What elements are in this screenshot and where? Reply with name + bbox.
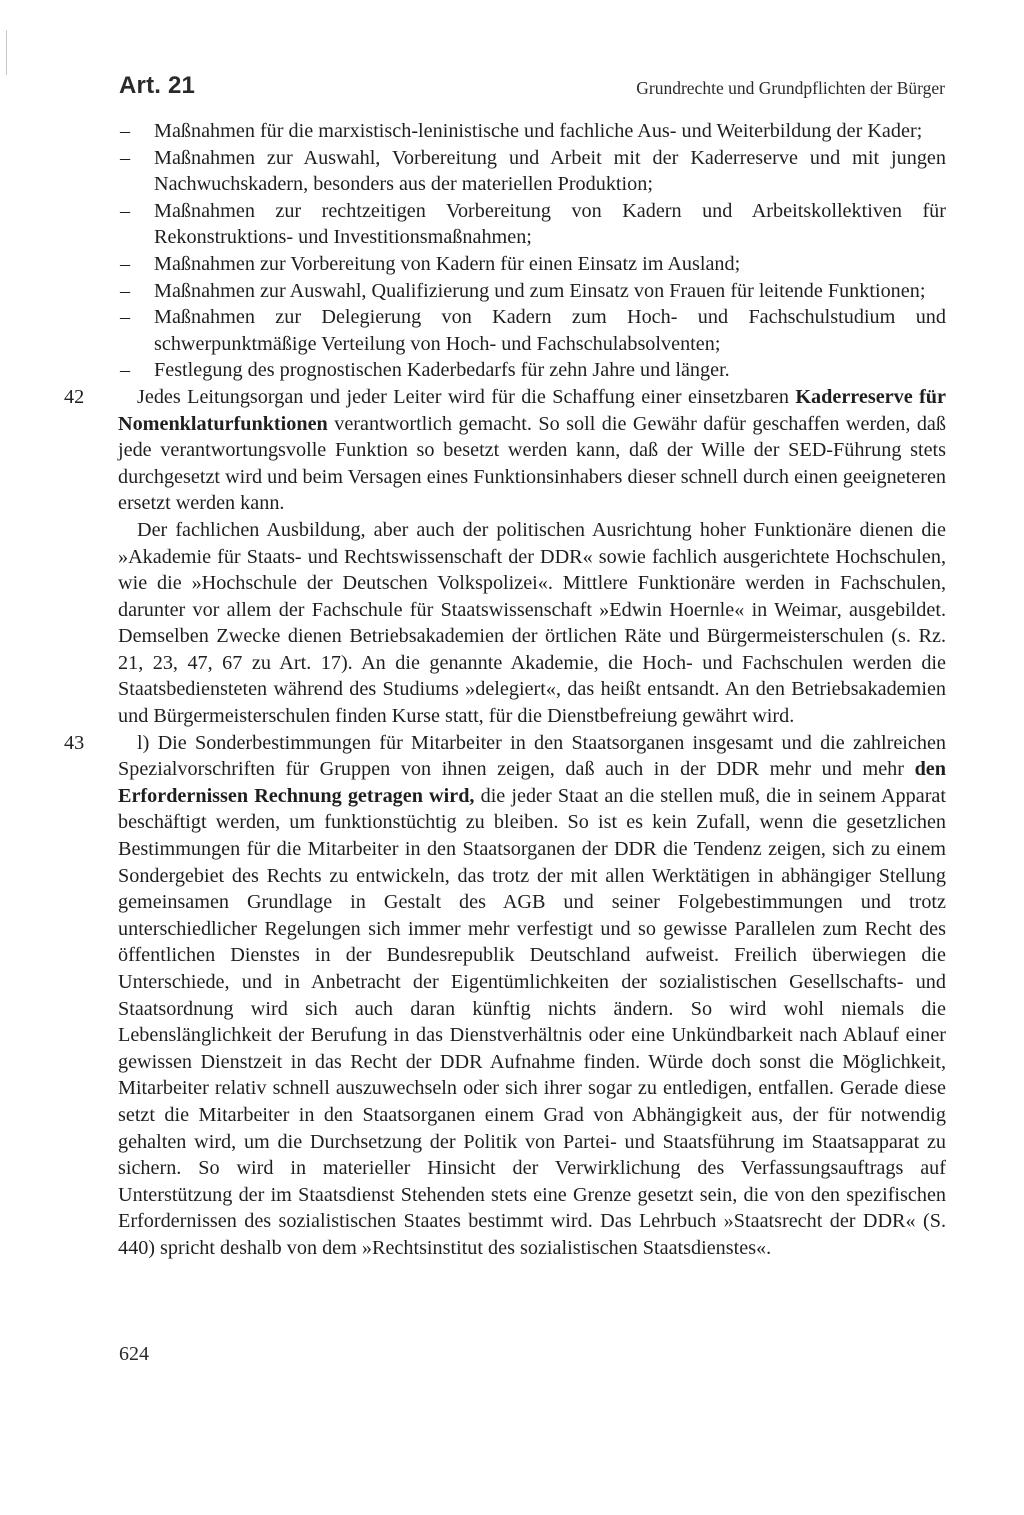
dash-bullet: – [120, 146, 131, 169]
paragraph-43 [64, 730, 946, 1262]
list-item-text: Maßnahmen zur Delegierung von Kadern zum Hoch- und Fachschulstudium und schwerpunktmäßige Verteilung von Hoch- und Fachschulabsolventen; [154, 306, 946, 355]
list-item [118, 145, 946, 198]
list-item [118, 118, 946, 145]
paragraph-text: Der fachlichen Ausbildung, aber auch der politischen Ausrichtung hoher Funktionäre dienen die »Akademie für Staats- und Rechtswissenschaft der DDR« sowie fachlich ausgerichtete Hochschulen, wie die »Hochschule der Deutschen Volkspolizei«. Mittlere Funktionäre werden in Fachschulen, darunter vor allem der Fachschule für Staatswissenschaft »Edwin Hoernle« in Weimar, ausgebildet. Demselben Zwecke dienen Betriebsakademien der örtlichen Räte und Bürgermeisterschulen (s. Rz. 21, 23, 47, 67 zu Art. 17). An die genannte Akademie, die Hoch- und Fachschulen werden die Staatsbediensteten während des Studiums »delegiert«, das heißt entsandt. An den Betriebsakademien und Bürgermeisterschulen finden Kurse statt, für die Dienstbefreiung gewährt wird. [118, 518, 946, 728]
text-run: verantwortlich gemacht. So soll die Gewähr dafür geschaffen werden, daß jede verantwortungsvolle Funktion so besetzt werden kann, daß der Wille der SED-Führung stets durchgesetzt wird und beim Versagen eines Funktionsinhabers dieser schnell durch einen geeigneteren ersetzt werden kann. [118, 412, 946, 515]
list-item-text: Festlegung des prognostischen Kaderbedarfs für zehn Jahre und länger. [154, 359, 730, 382]
list-item-text: Maßnahmen zur Auswahl, Qualifizierung und zum Einsatz von Frauen für leitende Funktionen; [154, 279, 926, 302]
emphasis-text: den Erfordernissen Rechnung getragen wird, [118, 758, 946, 807]
paragraph-42 [64, 384, 946, 517]
list-item [118, 357, 946, 384]
paragraph-text [118, 730, 946, 1262]
dash-bullet: – [120, 120, 131, 142]
list-item-text: Maßnahmen zur Auswahl, Vorbereitung und Arbeit mit der Kaderreserve und mit jungen Nachwuchskadern, besonders aus der materiellen Produktion; [154, 146, 946, 196]
list-item [118, 198, 946, 251]
dash-bullet: – [120, 252, 131, 275]
text-run: die jeder Staat an die stellen muß, die in seinem Apparat beschäftigt werden, um funktionstüchtig zu bleiben. So ist es kein Zufall, wenn die gesetzlichen Bestimmungen für die Mitarbeiter in den Staatsorganen der DDR die Tendenz zeigen, sich zu einem Sondergebiet des Rechts zu entwickeln, das trotz der mit allen Werktätigen in abhängiger Stellung gemeinsamen Grundlage in Gestalt des AGB und seiner Folgebestimmungen und trotz unterschiedlicher Regelungen sich immer mehr verfestigt und so gewisse Parallelen zum Recht des öffentlichen Dienstes in der Bundesrepublik Deutschland aufweist. Freilich überwiegen die Unterschiede, und in Anbetracht der Eigentümlichkeiten der sozialistischen Gesellschafts- und Staatsordnung wird sich auch daran künftig nichts ändern. So wird wohl niemals die Lebenslänglichkeit der Berufung in das Dienstverhältnis oder eine Unkündbarkeit nach Ablauf einer gewissen Dienstzeit in das Recht der DDR Aufnahme finden. Würde doch sonst die Möglichkeit, Mitarbeiter relativ schnell auszuwechseln oder sich ihrer sogar zu entledigen, entfallen. Gerade diese setzt die Mitarbeiter in den Staatsorganen einem Grad von Abhängigkeit aus, der für notwendig gehalten wird, um die Durchsetzung der Politik von Partei- und Staatsführung im Staatsapparat zu sichern. So wird in materieller Hinsicht der Verwirklichung des Verfassungsauftrags auf Unterstützung der im Staatsdienst Stehenden stets eine Grenze gesetzt sein, die von den spezifischen Erfordernissen des sozialistischen Staates bestimmt wird. Das Lehrbuch »Staatsrecht der DDR« (S. 440) spricht deshalb von dem »Rechtsinstitut des sozialistischen Staatsdienstes«. [118, 784, 946, 1259]
page-number: 624 [119, 1343, 149, 1365]
list-item [118, 251, 946, 278]
dash-bullet: – [120, 199, 131, 222]
emphasis-text: Kaderreserve für Nomenklaturfunktionen [118, 385, 946, 435]
scan-margin-line [6, 30, 7, 75]
dash-bullet: – [120, 359, 131, 382]
page-body [64, 118, 946, 1262]
list-item-text: Maßnahmen für die marxistisch-leninistische und fachliche Aus- und Weiterbildung der Kader; [154, 120, 923, 142]
margin-number: 42 [64, 385, 85, 408]
margin-number: 43 [64, 731, 85, 754]
measures-list [118, 118, 946, 384]
dash-bullet: – [120, 279, 131, 302]
text-run: Jedes Leitungsorgan und jeder Leiter wird für die Schaffung einer einsetzbaren [137, 385, 796, 408]
dash-bullet: – [120, 306, 131, 329]
text-run: l) Die Sonderbestimmungen für Mitarbeiter in den Staatsorganen insgesamt und die zahlreichen Spezialvorschriften für Gruppen von ihnen zeigen, daß auch in der DDR mehr und mehr [118, 731, 946, 781]
list-item [118, 278, 946, 305]
list-item [118, 304, 946, 357]
paragraph-text [118, 384, 946, 517]
running-title: Grundrechte und Grundpflichten der Bürger [636, 78, 945, 98]
article-heading: Art. 21 [119, 72, 196, 99]
list-item-text: Maßnahmen zur Vorbereitung von Kadern für einen Einsatz im Ausland; [154, 252, 741, 275]
paragraph-42-continued [118, 517, 946, 730]
list-item-text: Maßnahmen zur rechtzeitigen Vorbereitung von Kadern und Arbeitskollektiven für Rekonstruktions- und Investitionsmaßnahmen; [154, 199, 946, 249]
